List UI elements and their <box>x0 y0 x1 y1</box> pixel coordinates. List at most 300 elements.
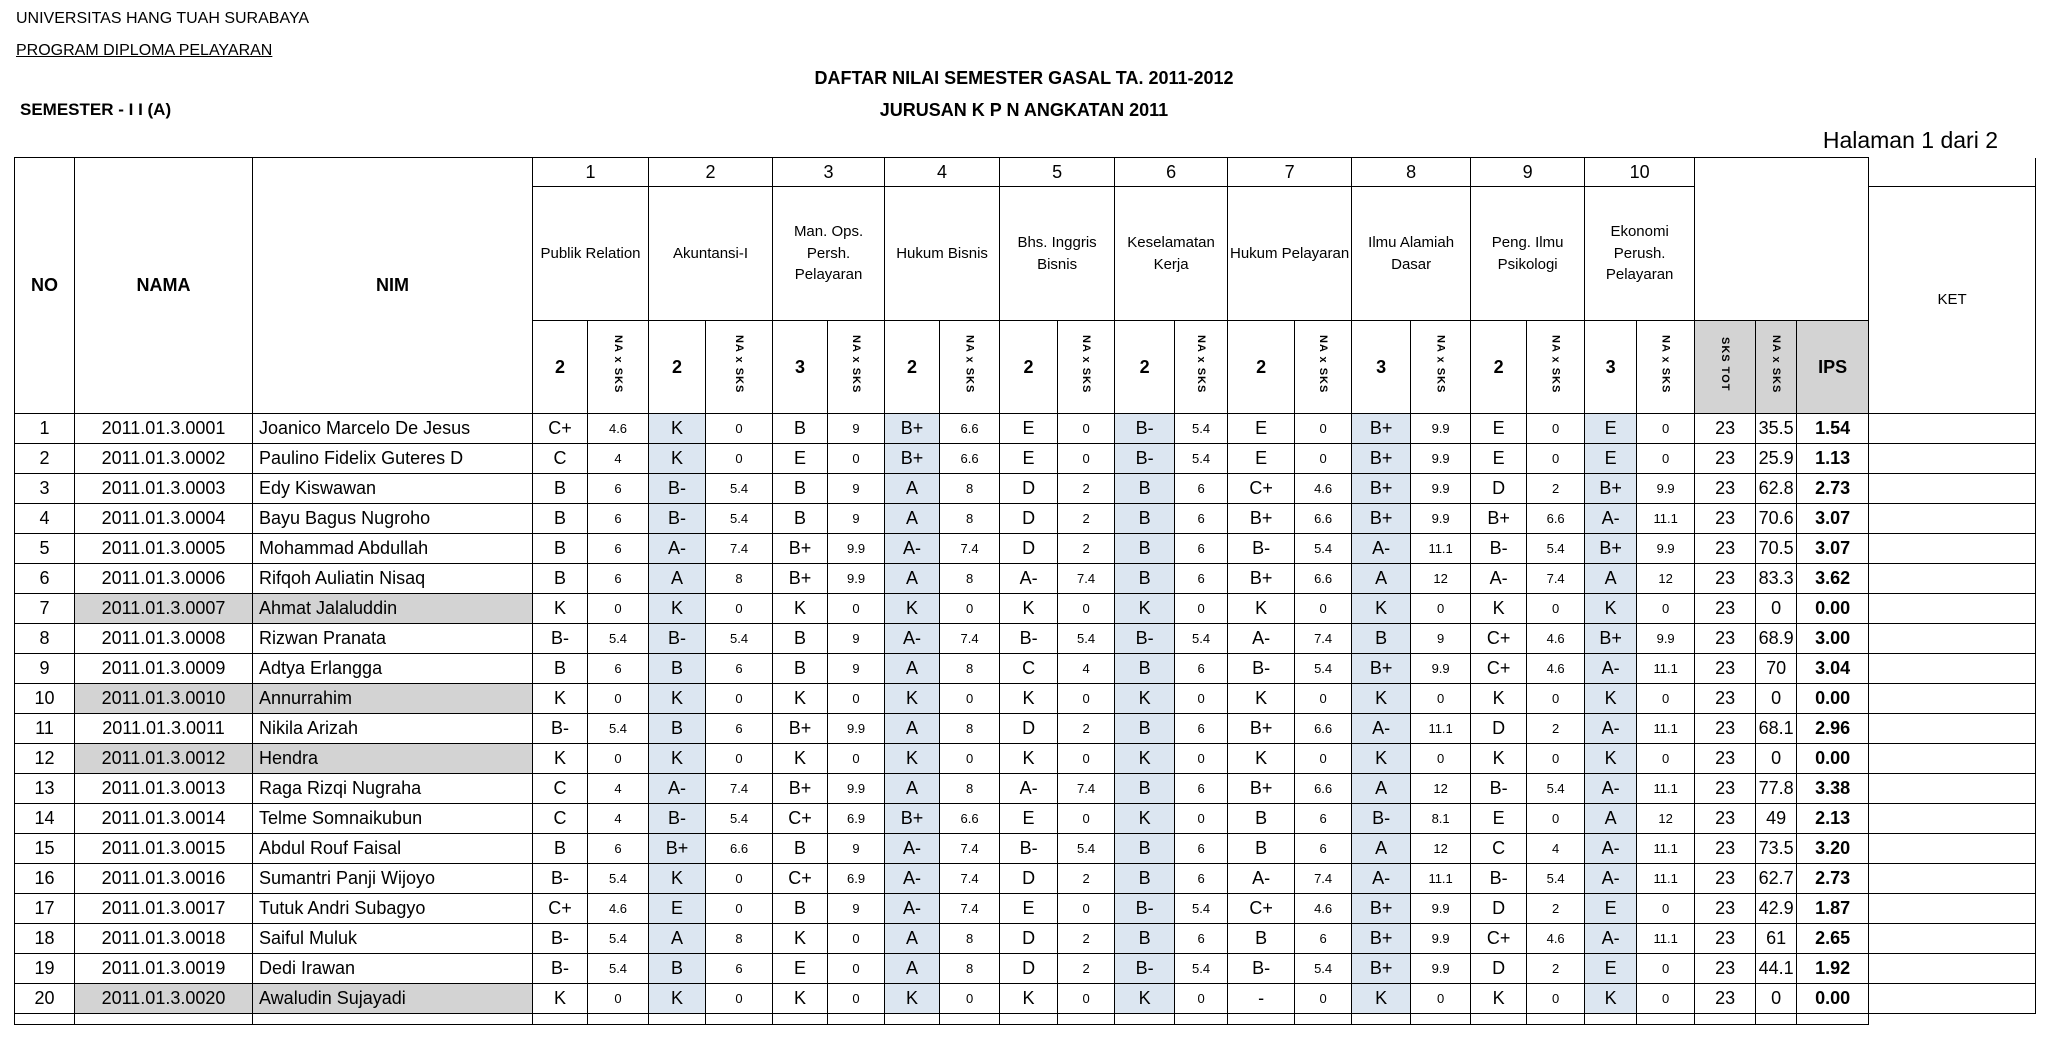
course-number: 1 <box>533 158 649 187</box>
grade-na-x-sks: 0 <box>1527 744 1585 774</box>
grade-letter: B- <box>1228 654 1295 684</box>
grade-na-x-sks: 9 <box>828 474 885 504</box>
grade-letter: K <box>1000 684 1058 714</box>
grade-na-x-sks: 0 <box>1058 594 1115 624</box>
grade-letter: K <box>533 744 588 774</box>
grade-na-x-sks: 2 <box>1527 894 1585 924</box>
student-nim: 2011.01.3.0019 <box>75 954 253 984</box>
grade-letter: A- <box>649 534 706 564</box>
empty-cell <box>15 1014 75 1025</box>
empty-cell <box>1527 1014 1585 1025</box>
grade-na-x-sks: 6.6 <box>940 414 1000 444</box>
student-name: Awaludin Sujayadi <box>253 984 533 1014</box>
grade-letter: A <box>885 924 940 954</box>
grade-letter: D <box>1000 714 1058 744</box>
grade-letter: E <box>1000 894 1058 924</box>
student-name: Sumantri Panji Wijoyo <box>253 864 533 894</box>
grade-na-x-sks: 6 <box>1295 924 1352 954</box>
grade-na-x-sks: 12 <box>1637 564 1695 594</box>
course-name: Keselamatan Kerja <box>1115 187 1228 321</box>
grade-na-x-sks: 8 <box>940 714 1000 744</box>
course-name: Akuntansi-I <box>649 187 773 321</box>
grade-na-x-sks: 7.4 <box>1058 564 1115 594</box>
grade-letter: K <box>1115 684 1175 714</box>
row-number: 1 <box>15 414 75 444</box>
grade-na-x-sks: 6 <box>706 954 773 984</box>
row-number: 7 <box>15 594 75 624</box>
grade-letter: K <box>773 744 828 774</box>
row-number: 11 <box>15 714 75 744</box>
grade-na-x-sks: 5.4 <box>588 624 649 654</box>
grade-letter: C <box>533 444 588 474</box>
grade-letter: K <box>1115 594 1175 624</box>
ket-cell <box>1869 474 2036 504</box>
na-x-sks-header <box>940 321 1000 414</box>
grade-na-x-sks: 8 <box>940 954 1000 984</box>
sks-total: 23 <box>1695 474 1756 504</box>
course-sks: 2 <box>649 321 706 414</box>
grade-letter: B <box>1352 624 1411 654</box>
grade-letter: B+ <box>773 714 828 744</box>
grade-letter: D <box>1471 714 1527 744</box>
grade-letter: D <box>1000 474 1058 504</box>
grade-na-x-sks: 0 <box>1175 744 1228 774</box>
grade-letter: A <box>1352 564 1411 594</box>
grade-na-x-sks: 4 <box>1527 834 1585 864</box>
grade-na-x-sks: 9.9 <box>828 714 885 744</box>
course-sks: 2 <box>1115 321 1175 414</box>
course-sks: 2 <box>1471 321 1527 414</box>
grade-na-x-sks: 7.4 <box>706 534 773 564</box>
grade-letter: A- <box>885 894 940 924</box>
na-total: 83.3 <box>1756 564 1797 594</box>
student-nim: 2011.01.3.0006 <box>75 564 253 594</box>
grade-na-x-sks: 11.1 <box>1411 534 1471 564</box>
table-row <box>15 474 2036 504</box>
grade-letter: K <box>533 594 588 624</box>
grade-na-x-sks: 9.9 <box>1637 624 1695 654</box>
grade-letter: B- <box>533 624 588 654</box>
ket-cell <box>1869 804 2036 834</box>
grade-letter: K <box>649 864 706 894</box>
grade-letter: B- <box>533 714 588 744</box>
row-number: 4 <box>15 504 75 534</box>
grade-na-x-sks: 0 <box>1637 414 1695 444</box>
student-name: Rifqoh Auliatin Nisaq <box>253 564 533 594</box>
course-number: 2 <box>649 158 773 187</box>
row-number: 19 <box>15 954 75 984</box>
grade-na-x-sks: 0 <box>1527 594 1585 624</box>
grade-letter: K <box>773 924 828 954</box>
empty-cell <box>1352 1014 1411 1025</box>
grade-na-x-sks: 9.9 <box>1637 474 1695 504</box>
ips-header: IPS <box>1797 321 1869 414</box>
grade-na-x-sks: 7.4 <box>1295 864 1352 894</box>
grade-na-x-sks: 8 <box>940 774 1000 804</box>
ket-cell <box>1869 774 2036 804</box>
grade-na-x-sks: 8 <box>706 924 773 954</box>
header-nama: NAMA <box>75 158 253 414</box>
grade-na-x-sks: 5.4 <box>588 924 649 954</box>
grade-letter: A- <box>1585 504 1637 534</box>
grade-letter: K <box>1585 984 1637 1014</box>
grade-na-x-sks: 0 <box>1295 984 1352 1014</box>
grade-letter: A- <box>1585 654 1637 684</box>
empty-cell <box>773 1014 828 1025</box>
ket-cell <box>1869 654 2036 684</box>
grade-na-x-sks: 6 <box>706 714 773 744</box>
grade-letter: B <box>533 504 588 534</box>
grade-na-x-sks: 0 <box>1637 744 1695 774</box>
grade-letter: K <box>649 744 706 774</box>
grade-letter: D <box>1471 474 1527 504</box>
empty-cell <box>588 1014 649 1025</box>
grade-na-x-sks: 0 <box>1637 894 1695 924</box>
na-x-sks-header-text: NA x SKS <box>1195 335 1208 394</box>
grade-letter: B <box>773 624 828 654</box>
grade-letter: K <box>885 684 940 714</box>
grade-letter: A- <box>1000 774 1058 804</box>
ket-cell <box>1869 414 2036 444</box>
grade-na-x-sks: 12 <box>1411 564 1471 594</box>
ket-cell <box>1869 534 2036 564</box>
ips-value: 3.07 <box>1797 504 1869 534</box>
grade-na-x-sks: 0 <box>706 444 773 474</box>
grade-letter: B <box>649 714 706 744</box>
sks-total: 23 <box>1695 804 1756 834</box>
grade-letter: E <box>773 954 828 984</box>
grade-na-x-sks: 5.4 <box>706 624 773 654</box>
na-total-header-text: NA x SKS <box>1770 335 1783 394</box>
grade-letter: K <box>1352 744 1411 774</box>
grade-letter: K <box>1352 984 1411 1014</box>
student-name: Nikila Arizah <box>253 714 533 744</box>
grade-letter: B <box>1115 474 1175 504</box>
grade-letter: B- <box>649 804 706 834</box>
sks-total: 23 <box>1695 924 1756 954</box>
grade-na-x-sks: 0 <box>1058 444 1115 474</box>
grade-na-x-sks: 6.6 <box>940 444 1000 474</box>
grade-na-x-sks: 0 <box>1295 444 1352 474</box>
sks-total: 23 <box>1695 594 1756 624</box>
grade-letter: - <box>1228 984 1295 1014</box>
course-sks: 2 <box>533 321 588 414</box>
na-total: 77.8 <box>1756 774 1797 804</box>
grade-letter: B- <box>649 474 706 504</box>
sks-total: 23 <box>1695 744 1756 774</box>
course-sks: 2 <box>885 321 940 414</box>
student-nim: 2011.01.3.0008 <box>75 624 253 654</box>
grade-letter: B <box>649 954 706 984</box>
table-row <box>15 594 2036 624</box>
student-name: Dedi Irawan <box>253 954 533 984</box>
grade-na-x-sks: 0 <box>1637 684 1695 714</box>
grade-na-x-sks: 9 <box>828 834 885 864</box>
grade-na-x-sks: 6.6 <box>940 804 1000 834</box>
grade-na-x-sks: 2 <box>1527 954 1585 984</box>
grade-na-x-sks: 2 <box>1058 954 1115 984</box>
document-title: DAFTAR NILAI SEMESTER GASAL TA. 2011-2012 <box>814 68 1234 88</box>
sks-total: 23 <box>1695 654 1756 684</box>
grade-letter: B <box>1228 834 1295 864</box>
grade-letter: B+ <box>773 564 828 594</box>
grade-na-x-sks: 6 <box>588 474 649 504</box>
grade-na-x-sks: 11.1 <box>1637 834 1695 864</box>
na-x-sks-header <box>1637 321 1695 414</box>
grade-letter: A- <box>1352 714 1411 744</box>
student-name: Rizwan Pranata <box>253 624 533 654</box>
course-sks: 2 <box>1000 321 1058 414</box>
sks-total: 23 <box>1695 504 1756 534</box>
student-name: Saiful Muluk <box>253 924 533 954</box>
grade-letter: B <box>1115 504 1175 534</box>
grade-letter: K <box>1115 804 1175 834</box>
grade-letter: A- <box>1228 624 1295 654</box>
sks-total: 23 <box>1695 834 1756 864</box>
grade-letter: A- <box>885 834 940 864</box>
grade-na-x-sks: 5.4 <box>1295 954 1352 984</box>
sks-total: 23 <box>1695 564 1756 594</box>
course-number: 4 <box>885 158 1000 187</box>
grade-letter: D <box>1471 894 1527 924</box>
grade-letter: A- <box>885 864 940 894</box>
grade-na-x-sks: 0 <box>1058 804 1115 834</box>
grade-letter: A <box>649 564 706 594</box>
student-name: Joanico Marcelo De Jesus <box>253 414 533 444</box>
na-x-sks-header <box>1411 321 1471 414</box>
grade-na-x-sks: 4.6 <box>1527 624 1585 654</box>
grade-letter: C+ <box>1471 924 1527 954</box>
table-row <box>15 684 2036 714</box>
grade-na-x-sks: 5.4 <box>588 954 649 984</box>
empty-cell <box>1695 1014 1756 1025</box>
empty-cell <box>1637 1014 1695 1025</box>
grade-letter: K <box>1352 594 1411 624</box>
table-row <box>15 624 2036 654</box>
grade-na-x-sks: 9.9 <box>1411 654 1471 684</box>
na-x-sks-header-text: NA x SKS <box>1659 335 1672 394</box>
institution-name: UNIVERSITAS HANG TUAH SURABAYA <box>16 10 310 27</box>
table-row <box>15 534 2036 564</box>
grade-na-x-sks: 7.4 <box>940 624 1000 654</box>
grade-na-x-sks: 9 <box>828 894 885 924</box>
grade-na-x-sks: 6 <box>1295 834 1352 864</box>
grade-na-x-sks: 4.6 <box>1295 894 1352 924</box>
empty-cell <box>1175 1014 1228 1025</box>
grade-na-x-sks: 4 <box>1058 654 1115 684</box>
grade-na-x-sks: 12 <box>1637 804 1695 834</box>
grade-na-x-sks: 11.1 <box>1637 774 1695 804</box>
grade-letter: C <box>1471 834 1527 864</box>
ips-value: 3.07 <box>1797 534 1869 564</box>
grade-na-x-sks: 4 <box>588 444 649 474</box>
grade-na-x-sks: 0 <box>706 744 773 774</box>
grade-letter: B <box>649 654 706 684</box>
grade-na-x-sks: 0 <box>940 594 1000 624</box>
sks-total: 23 <box>1695 414 1756 444</box>
summary-header-blank <box>1695 158 1869 321</box>
course-sks: 3 <box>1585 321 1637 414</box>
grade-na-x-sks: 9.9 <box>1411 924 1471 954</box>
student-nim: 2011.01.3.0004 <box>75 504 253 534</box>
student-name: Tutuk Andri Subagyo <box>253 894 533 924</box>
grade-letter: A- <box>885 624 940 654</box>
grade-na-x-sks: 6.9 <box>828 804 885 834</box>
grade-na-x-sks: 0 <box>1527 414 1585 444</box>
grade-na-x-sks: 0 <box>706 984 773 1014</box>
grade-letter: A <box>885 474 940 504</box>
grade-letter: B- <box>1000 834 1058 864</box>
grade-na-x-sks: 0 <box>1058 684 1115 714</box>
grade-na-x-sks: 0 <box>1175 984 1228 1014</box>
grade-letter: A <box>885 504 940 534</box>
na-total: 25.9 <box>1756 444 1797 474</box>
na-x-sks-header-text: NA x SKS <box>1549 335 1562 394</box>
ips-value: 0.00 <box>1797 594 1869 624</box>
row-number: 20 <box>15 984 75 1014</box>
row-number: 15 <box>15 834 75 864</box>
ips-value: 2.73 <box>1797 474 1869 504</box>
ket-cell <box>1869 954 2036 984</box>
course-name: Hukum Pelayaran <box>1228 187 1352 321</box>
grade-na-x-sks: 9.9 <box>1411 504 1471 534</box>
course-name: Bhs. Inggris Bisnis <box>1000 187 1115 321</box>
grade-na-x-sks: 0 <box>1411 594 1471 624</box>
grade-na-x-sks: 6.6 <box>1295 774 1352 804</box>
grade-letter: B- <box>1228 534 1295 564</box>
grade-letter: C+ <box>773 864 828 894</box>
grade-letter: K <box>1228 684 1295 714</box>
grade-letter: B <box>1115 534 1175 564</box>
grade-letter: B- <box>533 954 588 984</box>
grade-na-x-sks: 9.9 <box>1411 474 1471 504</box>
grade-na-x-sks: 4 <box>588 804 649 834</box>
grade-na-x-sks: 5.4 <box>706 804 773 834</box>
grade-na-x-sks: 11.1 <box>1637 924 1695 954</box>
ips-value: 3.04 <box>1797 654 1869 684</box>
na-total: 0 <box>1756 594 1797 624</box>
grade-na-x-sks: 0 <box>1058 894 1115 924</box>
grade-na-x-sks: 9.9 <box>828 564 885 594</box>
ips-value: 3.38 <box>1797 774 1869 804</box>
student-name: Hendra <box>253 744 533 774</box>
grade-na-x-sks: 0 <box>706 864 773 894</box>
empty-cell <box>1058 1014 1115 1025</box>
grade-letter: B- <box>1000 624 1058 654</box>
grade-na-x-sks: 0 <box>706 594 773 624</box>
grade-letter: B <box>1115 774 1175 804</box>
grade-na-x-sks: 6 <box>588 534 649 564</box>
row-number: 9 <box>15 654 75 684</box>
grade-na-x-sks: 5.4 <box>588 864 649 894</box>
student-nim: 2011.01.3.0003 <box>75 474 253 504</box>
grade-letter: K <box>1228 744 1295 774</box>
sks-total: 23 <box>1695 624 1756 654</box>
na-x-sks-header-text: NA x SKS <box>850 335 863 394</box>
ket-cell <box>1869 834 2036 864</box>
grade-na-x-sks: 9.9 <box>1637 534 1695 564</box>
ket-cell <box>1869 984 2036 1014</box>
header-ket: KET <box>1869 187 2036 414</box>
grade-na-x-sks: 6 <box>1175 774 1228 804</box>
grade-letter: D <box>1000 864 1058 894</box>
grade-na-x-sks: 0 <box>940 684 1000 714</box>
grade-letter: B <box>533 564 588 594</box>
row-number: 18 <box>15 924 75 954</box>
grade-na-x-sks: 2 <box>1058 714 1115 744</box>
grade-letter: K <box>649 684 706 714</box>
ips-value: 1.13 <box>1797 444 1869 474</box>
grade-na-x-sks: 8.1 <box>1411 804 1471 834</box>
grade-na-x-sks: 11.1 <box>1637 504 1695 534</box>
ips-value: 2.96 <box>1797 714 1869 744</box>
na-total: 35.5 <box>1756 414 1797 444</box>
student-nim: 2011.01.3.0012 <box>75 744 253 774</box>
grade-letter: K <box>1000 984 1058 1014</box>
grade-na-x-sks: 5.4 <box>1295 534 1352 564</box>
grade-letter: A <box>885 774 940 804</box>
row-number: 6 <box>15 564 75 594</box>
grade-letter: B <box>1115 834 1175 864</box>
sks-tot-header-text: SKS TOT <box>1719 337 1732 392</box>
na-total: 44.1 <box>1756 954 1797 984</box>
grade-na-x-sks: 0 <box>828 444 885 474</box>
grade-letter: E <box>1471 804 1527 834</box>
ket-header-top <box>1869 158 2036 187</box>
grade-letter: A <box>885 654 940 684</box>
ket-cell <box>1869 744 2036 774</box>
grade-letter: B <box>773 414 828 444</box>
grade-letter: A- <box>885 534 940 564</box>
grade-letter: A <box>885 714 940 744</box>
grade-na-x-sks: 0 <box>940 984 1000 1014</box>
student-name: Mohammad Abdullah <box>253 534 533 564</box>
course-number: 8 <box>1352 158 1471 187</box>
grade-letter: B <box>1228 804 1295 834</box>
grade-letter: B <box>1115 654 1175 684</box>
grade-letter: B <box>533 534 588 564</box>
grade-letter: C+ <box>533 894 588 924</box>
grade-na-x-sks: 9 <box>828 654 885 684</box>
grade-letter: K <box>885 744 940 774</box>
grade-na-x-sks: 6 <box>588 564 649 594</box>
grade-letter: A <box>885 954 940 984</box>
empty-cell <box>253 1014 533 1025</box>
grade-letter: K <box>1471 594 1527 624</box>
na-x-sks-header <box>588 321 649 414</box>
grade-na-x-sks: 9.9 <box>1411 414 1471 444</box>
grade-letter: B+ <box>1471 504 1527 534</box>
sks-tot-header <box>1695 321 1756 414</box>
grade-letter: A- <box>1585 714 1637 744</box>
student-name: Bayu Bagus Nugroho <box>253 504 533 534</box>
grade-na-x-sks: 6.6 <box>1295 504 1352 534</box>
grade-letter: B+ <box>773 774 828 804</box>
grade-letter: K <box>1000 744 1058 774</box>
na-total: 0 <box>1756 744 1797 774</box>
grade-na-x-sks: 5.4 <box>1058 624 1115 654</box>
grade-na-x-sks: 7.4 <box>940 894 1000 924</box>
grade-letter: D <box>1000 534 1058 564</box>
grade-na-x-sks: 6.9 <box>828 864 885 894</box>
grade-letter: B+ <box>1228 774 1295 804</box>
na-x-sks-header-text: NA x SKS <box>1434 335 1447 394</box>
grade-na-x-sks: 0 <box>1527 984 1585 1014</box>
grade-na-x-sks: 0 <box>828 744 885 774</box>
grade-letter: B- <box>533 924 588 954</box>
grade-letter: B- <box>1115 444 1175 474</box>
grade-na-x-sks: 0 <box>706 414 773 444</box>
